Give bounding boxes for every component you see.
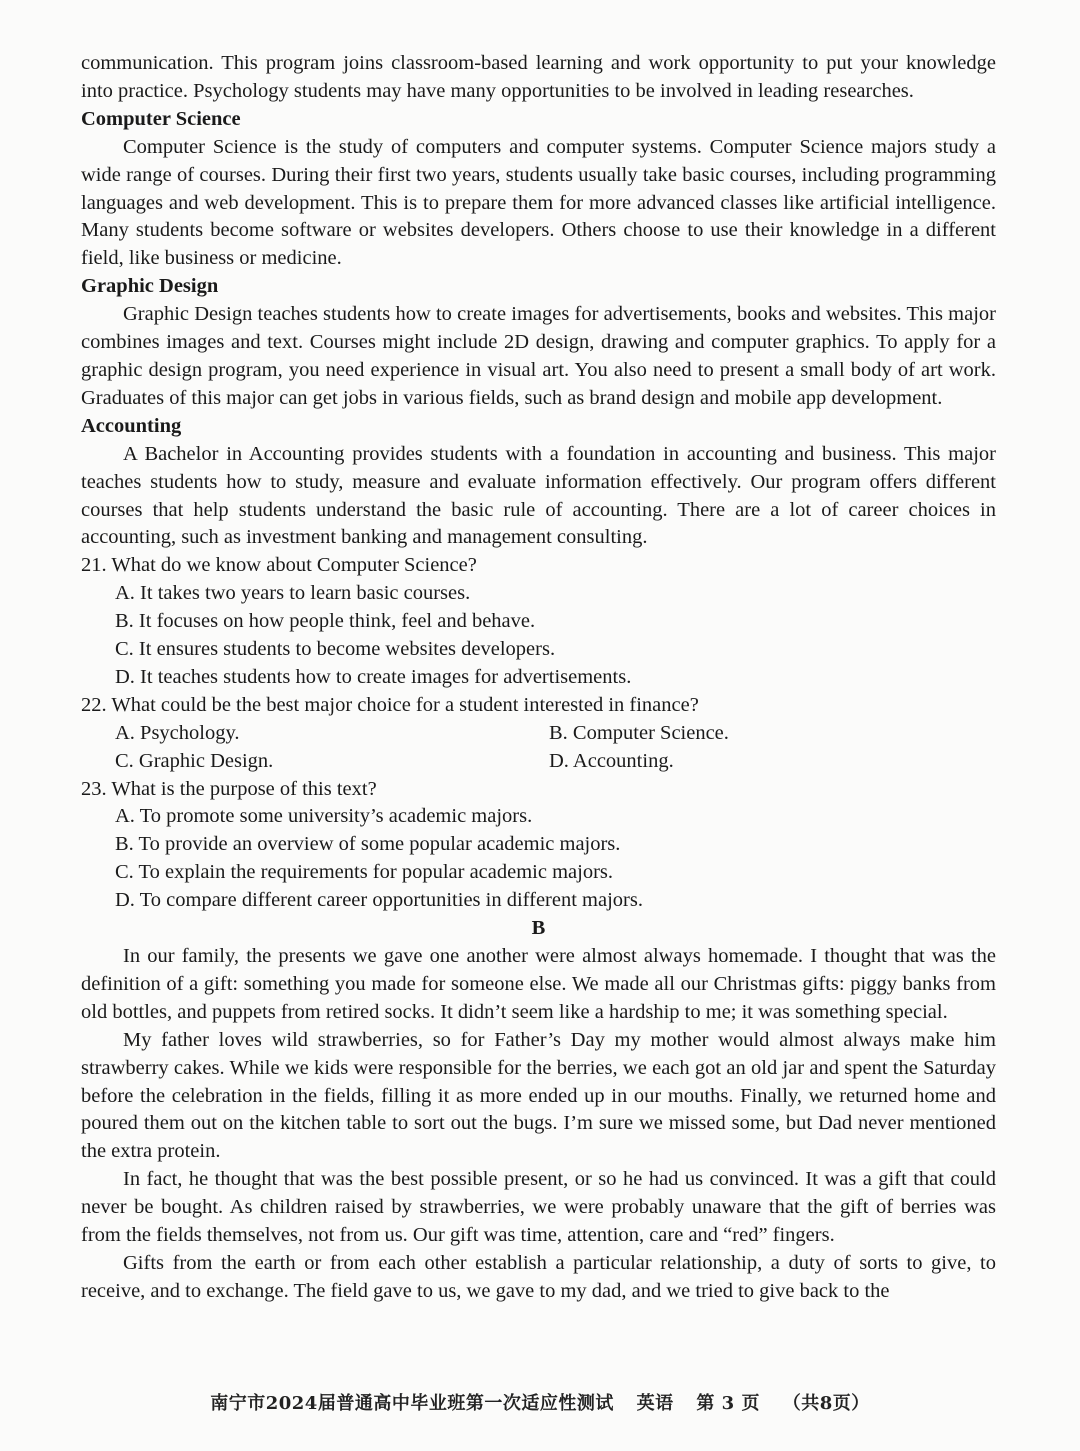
option-a: A. To promote some university’s academic majors.: [115, 805, 533, 828]
section-body-graphic-design: Graphic Design teaches students how to create images for advertisements, books and websites. This major combines images and text. Courses might include 2D design, drawing and computer graphics. To apply for a graphic design program, you need experience in visual art. You also need to present a small body of art work. Graduates of this major can get jobs in various fields, such as brand design and mobile app development.: [81, 303, 996, 409]
passage-b-paragraph-4: Gifts from the earth or from each other establish a particular relationship, a duty of sorts to give, to receive, and to exchange. The field gave to us, we gave to my dad, and we tried to give back to the: [81, 1251, 996, 1302]
passage-a: [81, 50, 996, 552]
passage-b: [81, 943, 996, 1306]
section-heading-graphic-design: Graphic Design: [81, 275, 219, 298]
option-c: C. To explain the requirements for popular academic majors.: [115, 861, 613, 884]
passage-b-letter: B: [531, 917, 546, 940]
footer-subject: 英语: [636, 1393, 674, 1414]
option-d: D. Accounting.: [549, 749, 674, 772]
question-21: [81, 552, 996, 692]
option-d: D. It teaches students how to create images for advertisements.: [115, 665, 632, 688]
options-grid: [115, 720, 996, 776]
question-22: [81, 692, 996, 776]
question-stem: 23. What is the purpose of this text?: [81, 777, 377, 800]
option-c: C. It ensures students to become websites developers.: [115, 638, 556, 661]
footer-total-pages: （共8页）: [782, 1393, 870, 1414]
footer-exam-title: 南宁市2024届普通高中毕业班第一次适应性测试: [210, 1393, 614, 1414]
option-a: A. It takes two years to learn basic courses.: [115, 582, 471, 605]
option-b: B. It focuses on how people think, feel and behave.: [115, 610, 536, 633]
passage-b-paragraph-1: In our family, the presents we gave one another were almost always homemade. I thought that was the definition of a gift: something you made for someone else. We made all our Christmas gifts: piggy banks from old bottles, and puppets from retired socks. It didn’t seem like a hardship to me; it was something special.: [81, 945, 996, 1023]
option-d: D. To compare different career opportunities in different majors.: [115, 889, 643, 912]
psychology-continuation: communication. This program joins classroom-based learning and work opportunity to put your knowledge into practice. Psychology students may have many opportunities to be involved in leading researches.: [81, 52, 996, 102]
page-footer: [0, 1389, 1080, 1415]
section-heading-computer-science: Computer Science: [81, 107, 241, 130]
option-c: C. Graphic Design.: [115, 749, 274, 772]
section-body-computer-science: Computer Science is the study of computers and computer systems. Computer Science majors study a wide range of courses. During their first two years, students usually take basic courses, including programming languages and web development. This is to prepare them for more advanced classes like artificial intelligence. Many students become software or websites developers. Others choose to use their knowledge in a different field, like business or medicine.: [81, 135, 996, 270]
question-stem: 22. What could be the best major choice for a student interested in finance?: [81, 693, 699, 716]
section-body-accounting: A Bachelor in Accounting provides students with a foundation in accounting and business. This major teaches students how to study, measure and evaluate information effectively. Our program offers different courses that help students understand the basic rule of accounting. There are a lot of career choices in accounting, such as investment banking and management consulting.: [81, 442, 996, 549]
option-b: B. To provide an overview of some popular academic majors.: [115, 833, 621, 856]
passage-b-paragraph-3: In fact, he thought that was the best possible present, or so he had us convinced. It was a gift that could never be bought. As children raised by strawberries, we were probably unaware that the gift of berries was from the fields themselves, not from us. Our gift was time, attention, care and “red” fingers.: [81, 1168, 996, 1247]
passage-b-paragraph-2: My father loves wild strawberries, so for Father’s Day my mother would almost always make him strawberry cakes. While we kids were responsible for the berries, we each got an old jar and spent the Saturday before the celebration in the fields, filling it as more ended up in our mouths. Finally, we returned home and poured them out on the kitchen table to sort out the bugs. I’m sure we missed some, but Dad never mentioned the extra protein.: [81, 1028, 996, 1163]
section-heading-accounting: Accounting: [81, 414, 182, 437]
question-stem: 21. What do we know about Computer Science?: [81, 554, 477, 577]
option-a: A. Psychology.: [115, 721, 240, 744]
footer-page-number: 第 3 页: [696, 1393, 760, 1414]
option-b: B. Computer Science.: [549, 721, 729, 744]
question-23: [81, 776, 996, 916]
